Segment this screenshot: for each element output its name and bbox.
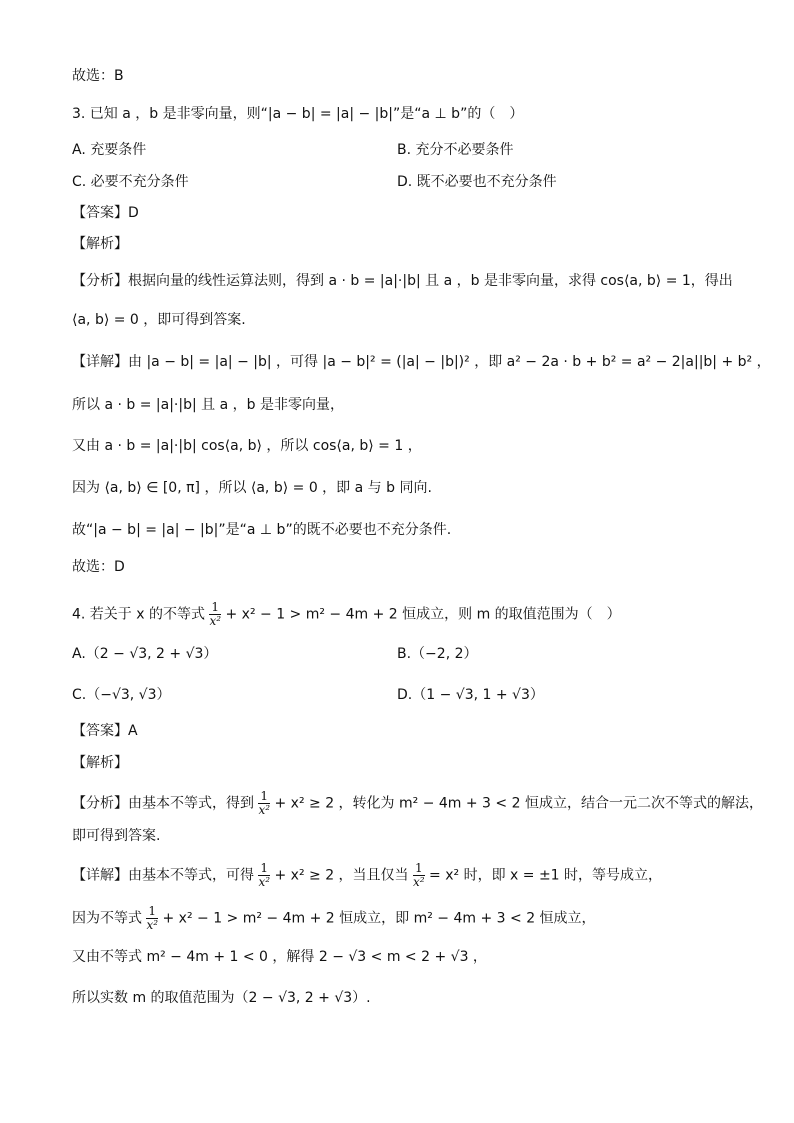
fenxi-tag: 【分析】	[72, 273, 128, 289]
q3-fenxi-line-2: ⟨a, b⟩ = 0 ，即可得到答案.	[72, 312, 246, 328]
q3-fenxi-line-1	[72, 271, 733, 291]
q4-option-a: A.（2 − √3, 2 + √3）	[72, 646, 218, 662]
fraction-one-over-x-squared: $\frac{1}{\text{x²}}$	[146, 904, 159, 932]
fraction-one-over-x-squared: $\frac{1}{\text{x²}}$	[413, 861, 425, 889]
xiangjie-text-a: 因为不等式	[72, 910, 142, 927]
q4-fenxi-line-1	[72, 790, 763, 817]
fenxi-tag: 【分析】	[72, 795, 128, 812]
q3-xiangjie-line-5: 故“|a − b| = |a| − |b|”是“a ⊥ b”的既不必要也不充分条件.	[72, 522, 452, 538]
q4-xiangjie-line-4: 所以实数 m 的取值范围为（2 − √3, 2 + √3）.	[72, 990, 371, 1006]
q3-xiangjie-line-3: 又由 a · b = |a|·|b| cos⟨a, b⟩ ，所以 cos⟨a, b⟩ = 1 ，	[72, 438, 422, 454]
xiangjie-text: 由 |a − b| = |a| − |b| ，可得 |a − b|² = (|a| − |b|)² ，即 a² − 2a · b + b² = a² − 2|a||b| + b² ，	[128, 354, 771, 370]
q4-answer	[72, 721, 138, 741]
q3-option-d: D. 既不必要也不充分条件	[397, 174, 557, 190]
q4-analysis-tag: 【解析】	[72, 755, 128, 771]
q3-option-a: A. 充要条件	[72, 142, 147, 158]
q3-analysis-tag: 【解析】	[72, 236, 128, 252]
answer-value: A	[128, 723, 138, 739]
q4-stem-end: + x² − 1 > m² − 4m + 2 恒成立，则 m 的取值范围为（ ）	[225, 606, 621, 623]
q3-stem: 3. 已知 a ，b 是非零向量，则“|a − b| = |a| − |b|”是“a ⊥ b”的（ ）	[72, 106, 524, 122]
q4-option-d: D.（1 − √3, 1 + √3）	[397, 687, 544, 703]
q3-xiangjie-line-1	[72, 352, 771, 372]
fenxi-text: 根据向量的线性运算法则，得到 a · b = |a|·|b| 且 a ，b 是非零向量，求得 cos⟨a, b⟩ = 1，得出	[128, 273, 733, 289]
q3-option-c: C. 必要不充分条件	[72, 174, 189, 190]
previous-answer-line: 故选：B	[72, 68, 124, 84]
answer-tag: 【答案】	[72, 205, 128, 221]
xiangjie-text-a: 由基本不等式，可得	[128, 867, 254, 884]
fenxi-text-start: 由基本不等式，得到	[128, 795, 254, 812]
xiangjie-tag: 【详解】	[72, 867, 128, 884]
answer-value: D	[128, 205, 139, 221]
q4-option-b: B.（−2, 2）	[397, 646, 478, 662]
q3-final-answer: 故选：D	[72, 559, 125, 575]
answer-tag: 【答案】	[72, 723, 128, 739]
q4-xiangjie-line-3: 又由不等式 m² − 4m + 1 < 0 ，解得 2 − √3 < m < 2 + √3 ，	[72, 949, 487, 965]
xiangjie-tag: 【详解】	[72, 354, 128, 370]
xiangjie-text-c: = x² 时，即 x = ±1 时，等号成立，	[429, 867, 663, 884]
q3-answer	[72, 203, 139, 223]
q3-xiangjie-line-4: 因为 ⟨a, b⟩ ∈ [0, π] ，所以 ⟨a, b⟩ = 0 ，即 a 与 b 同向.	[72, 480, 432, 496]
fraction-one-over-x-squared: $\frac{1}{\text{x²}}$	[258, 789, 271, 817]
q4-fenxi-line-2: 即可得到答案.	[72, 828, 161, 844]
q4-stem-start: 4. 若关于 x 的不等式	[72, 606, 205, 623]
fraction-one-over-x-squared: $\frac{1}{\text{x²}}$	[209, 600, 222, 628]
fenxi-text-end: + x² ≥ 2 ，转化为 m² − 4m + 3 < 2 恒成立，结合一元二次不等式的解法，	[274, 795, 763, 812]
q4-xiangjie-line-2	[72, 905, 596, 932]
xiangjie-text-b: + x² − 1 > m² − 4m + 2 恒成立，即 m² − 4m + 3 < 2 恒成立，	[162, 910, 596, 927]
fraction-one-over-x-squared: $\frac{1}{\text{x²}}$	[258, 861, 271, 889]
q3-xiangjie-line-2: 所以 a · b = |a|·|b| 且 a ，b 是非零向量，	[72, 397, 344, 413]
q3-option-b: B. 充分不必要条件	[397, 142, 514, 158]
q4-stem	[72, 601, 621, 628]
xiangjie-text-b: + x² ≥ 2 ，当且仅当	[274, 867, 409, 884]
q4-option-c: C.（−√3, √3）	[72, 687, 171, 703]
q4-xiangjie-line-1	[72, 862, 662, 889]
